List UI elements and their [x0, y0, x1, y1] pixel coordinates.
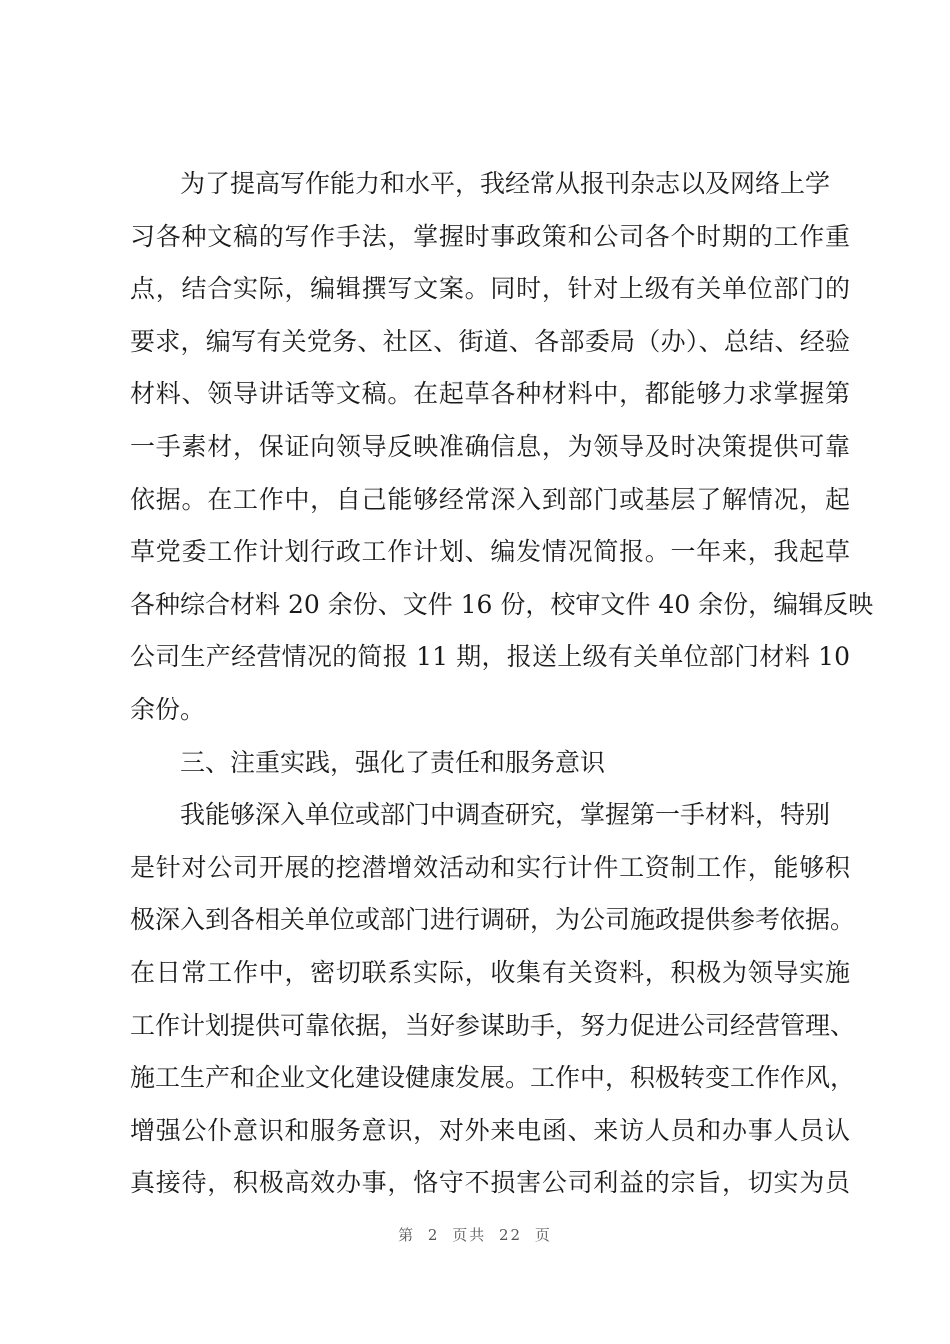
- paragraph-line: 公司生产经营情况的简报 11 期，报送上级有关单位部门材料 10: [130, 642, 850, 672]
- paragraph-line: 施工生产和企业文化建设健康发展。工作中，积极转变工作作风，: [130, 1063, 856, 1093]
- paragraph-line: 材料、领导讲话等文稿。在起草各种材料中，都能够力求掌握第: [130, 379, 850, 409]
- paragraph-line: 点，结合实际，编辑撰写文案。同时，针对上级有关单位部门的: [130, 274, 850, 304]
- paragraph-line: 各种综合材料 20 余份、文件 16 份，校审文件 40 余份，编辑反映: [130, 589, 874, 619]
- paragraph-line: 要求，编写有关党务、社区、街道、各部委局（办）、总结、经验: [130, 326, 850, 356]
- paragraph-line: 我能够深入单位或部门中调查研究，掌握第一手材料，特别: [180, 800, 831, 830]
- section-heading: 三、注重实践，强化了责任和服务意识: [180, 747, 606, 777]
- paragraph-line: 一手素材，保证向领导反映准确信息，为领导及时决策提供可靠: [130, 431, 850, 461]
- paragraph-line: 极深入到各相关单位或部门进行调研，为公司施政提供参考依据。: [130, 905, 856, 935]
- page-number-footer: 第 2 页共 22 页: [398, 1226, 552, 1244]
- paragraph-line: 在日常工作中，密切联系实际，收集有关资料，积极为领导实施: [130, 957, 850, 987]
- document-body: [130, 158, 874, 1210]
- paragraph-line: 草党委工作计划行政工作计划、编发情况简报。一年来，我起草: [130, 537, 850, 567]
- paragraph-line: 是针对公司开展的挖潜增效活动和实行计件工资制工作，能够积: [130, 852, 850, 882]
- paragraph-line: 余份。: [130, 694, 206, 724]
- paragraph-line: 依据。在工作中，自己能够经常深入到部门或基层了解情况，起: [130, 484, 850, 514]
- paragraph-line: 工作计划提供可靠依据，当好参谋助手，努力促进公司经营管理、: [130, 1010, 856, 1040]
- paragraph-line: 真接待，积极高效办事，恪守不损害公司利益的宗旨，切实为员: [130, 1168, 850, 1198]
- paragraph-line: 增强公仆意识和服务意识，对外来电函、来访人员和办事人员认: [130, 1115, 850, 1145]
- paragraph-line: 为了提高写作能力和水平，我经常从报刊杂志以及网络上学: [180, 169, 831, 198]
- paragraph-line: 习各种文稿的写作手法，掌握时事政策和公司各个时期的工作重: [130, 221, 850, 251]
